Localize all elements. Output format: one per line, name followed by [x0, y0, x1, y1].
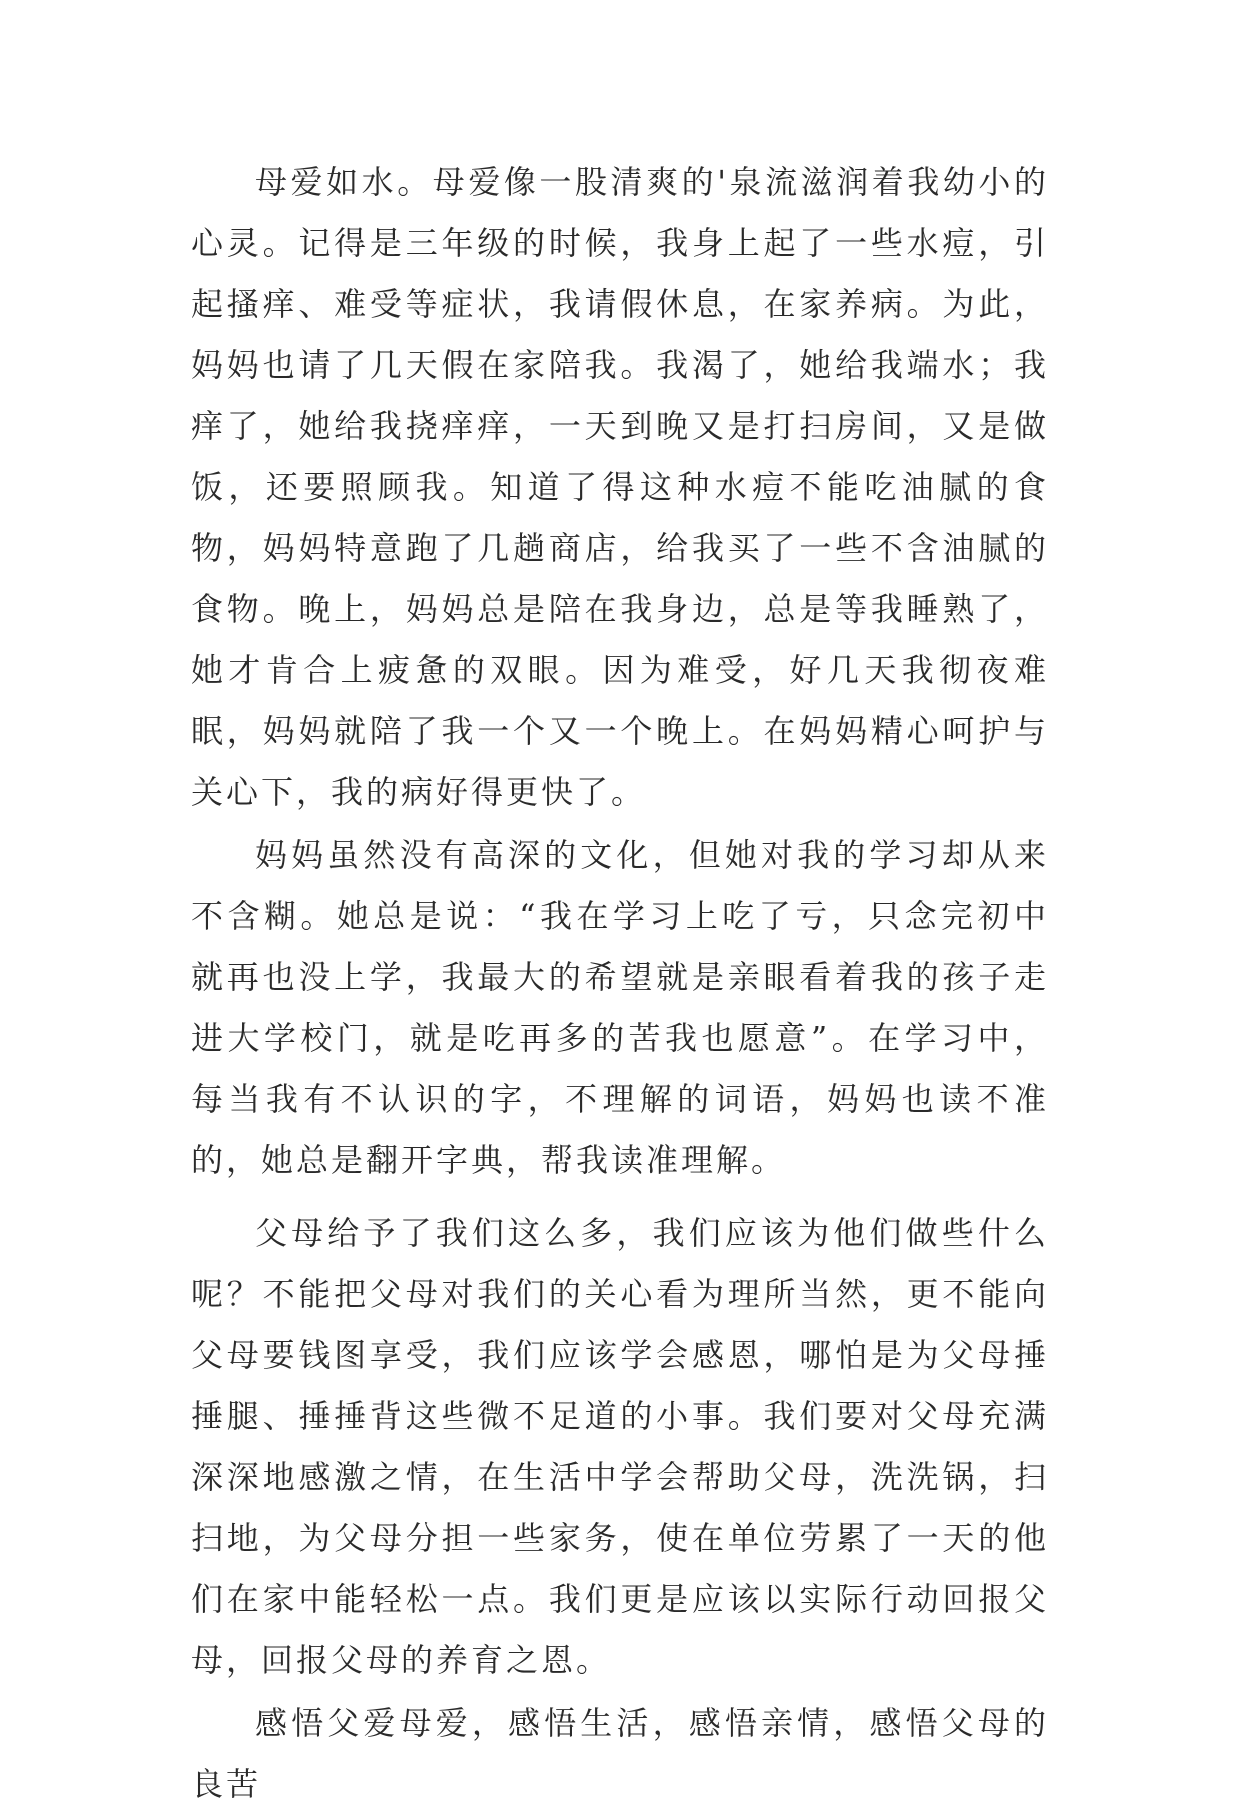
- paragraph-mother-love-water: 母爱如水。母爱像一股清爽的'泉流滋润着我幼小的心灵。记得是三年级的时候，我身上起了一些水痘，引起搔痒、难受等症状，我请假休息，在家养病。为此，妈妈也请了几天假在家陪我。我渴了，她给我端水；我痒了，她给我挠痒痒，一天到晚又是打扫房间，又是做饭，还要照顾我。知道了得这种水痘不能吃油腻的食物，妈妈特意跑了几趟商店，给我买了一些不含油腻的食物。晚上，妈妈总是陪在我身边，总是等我睡熟了，她才肯合上疲惫的双眼。因为难受，好几天我彻夜难眠，妈妈就陪了我一个又一个晚上。在妈妈精心呵护与关心下，我的病好得更快了。: [191, 163, 1049, 811]
- document-body: [191, 152, 1049, 1815]
- paragraph-feel-parents-love: 感悟父爱母爱，感悟生活，感悟亲情，感悟父母的良苦: [191, 1704, 1049, 1803]
- paragraph-mother-education: 妈妈虽然没有高深的文化，但她对我的学习却从来不含糊。她总是说：“我在学习上吃了亏，只念完初中就再也没上学，我最大的希望就是亲眼看着我的孩子走进大学校门，就是吃再多的苦我也愿意”。在学习中，每当我有不认识的字，不理解的词语，妈妈也读不准的，她总是翻开字典，帮我读准理解。: [191, 836, 1049, 1179]
- paragraph-repay-parents: 父母给予了我们这么多，我们应该为他们做些什么呢？不能把父母对我们的关心看为理所当然，更不能向父母要钱图享受，我们应该学会感恩，哪怕是为父母捶捶腿、捶捶背这些微不足道的小事。我们要对父母充满深深地感激之情，在生活中学会帮助父母，洗洗锅，扫扫地，为父母分担一些家务，使在单位劳累了一天的他们在家中能轻松一点。我们更是应该以实际行动回报父母，回报父母的养育之恩。: [191, 1214, 1049, 1679]
